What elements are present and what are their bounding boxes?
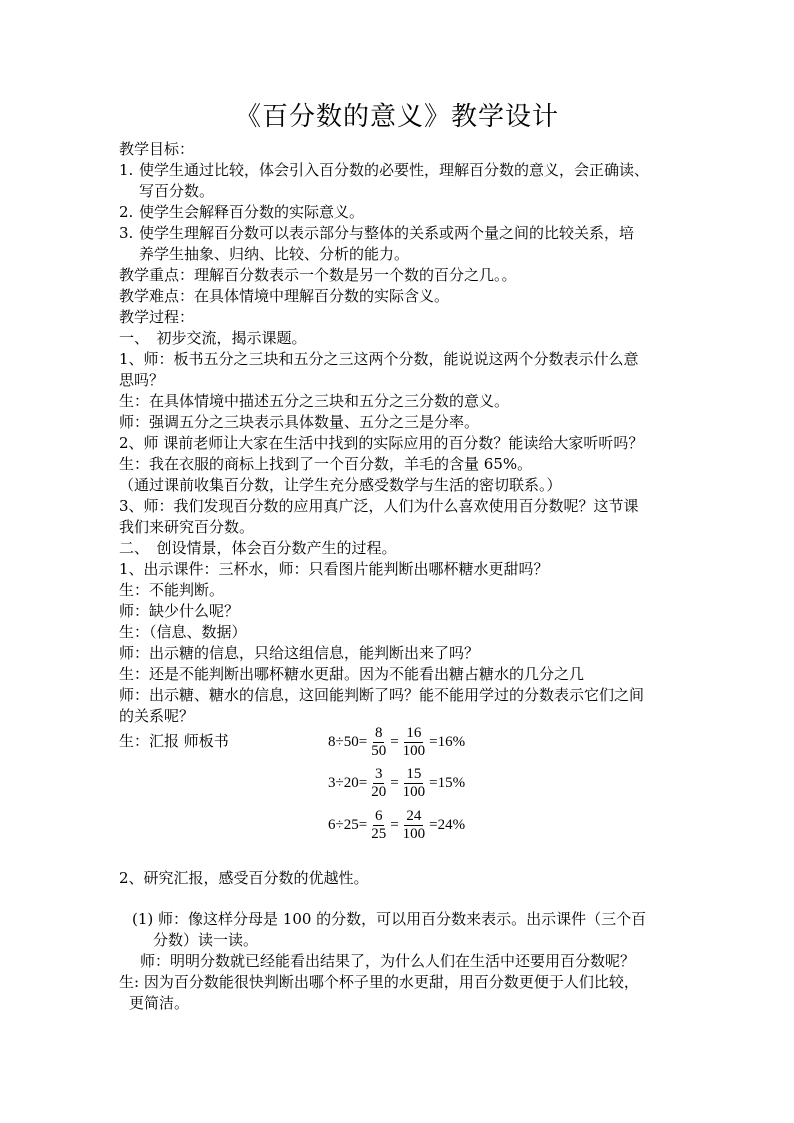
process-heading: 教学过程： <box>119 308 195 326</box>
numerator: 8 <box>374 724 383 741</box>
equals-sign: = <box>390 774 399 791</box>
goal-2-text: 使学生会解释百分数的实际意义。 <box>139 203 365 221</box>
equation-row <box>328 805 465 845</box>
paragraph: 生：在具体情境中描述五分之三块和五分之三分数的意义。 <box>119 392 510 410</box>
denominator: 100 <box>402 742 426 759</box>
paragraph: 生：（信息、数据） <box>119 623 247 641</box>
section-1-heading: 一、 初步交流，揭示课题。 <box>119 329 307 347</box>
paragraph: 3、师：我们发现百分数的应用真广泛，人们为什么喜欢使用百分数呢？这节课 <box>119 497 639 515</box>
equation-row <box>328 763 465 803</box>
paragraph: 师：缺少什么呢？ <box>119 602 240 620</box>
goal-1-cont: 写百分数。 <box>139 182 215 200</box>
equation-lhs: 3÷20= <box>328 774 368 791</box>
goal-3-cont: 养学生抽象、归纳、比较、分析的能力。 <box>139 245 410 263</box>
equation-lhs: 8÷50= <box>328 733 368 750</box>
paragraph: 1、出示课件：三杯水，师：只看图片能判断出哪杯糖水更甜吗？ <box>119 560 549 578</box>
goals-heading: 教学目标： <box>119 140 195 158</box>
paragraph: (1) 师：像这样分母是 100 的分数，可以用百分数来表示。出示课件（三个百 <box>132 910 647 928</box>
equation-result: =16% <box>429 733 466 750</box>
paragraph: 生: 因为百分数能很快判断出哪个杯子里的水更甜，用百分数更便于人们比较， <box>119 973 639 991</box>
denominator: 100 <box>402 783 426 800</box>
paragraph: 1、师：板书五分之三块和五分之三这两个分数，能说说这两个分数表示什么意 <box>119 350 639 368</box>
goal-1-text: 使学生通过比较，体会引入百分数的必要性，理解百分数的意义，会正确读、 <box>139 161 650 179</box>
paragraph: 生：汇报 师板书 <box>119 732 229 750</box>
document-title: 《百分数的意义》教学设计 <box>234 102 559 132</box>
fraction <box>401 725 428 760</box>
fraction <box>369 725 388 760</box>
goal-3-text: 使学生理解百分数可以表示部分与整体的关系或两个量之间的比较关系，培 <box>139 224 635 242</box>
paragraph: 师：明明分数就已经能看出结果了，为什么人们在生活中还要用百分数呢？ <box>140 952 636 970</box>
numerator: 6 <box>374 807 383 824</box>
goal-2-number: 2. <box>119 203 134 221</box>
key-point: 教学重点：理解百分数表示一个数是另一个数的百分之几。。 <box>119 266 517 284</box>
paragraph-note: （通过课前收集百分数，让学生充分感受数学与生活的密切联系。） <box>119 476 562 494</box>
equation-result: =15% <box>429 774 466 791</box>
equation-lhs: 6÷25= <box>328 816 368 833</box>
fraction <box>369 808 388 843</box>
goal-2 <box>119 202 689 222</box>
fraction <box>369 766 388 801</box>
paragraph: 师：出示糖的信息，只给这组信息，能判断出来了吗？ <box>119 644 480 662</box>
goal-1-number: 1. <box>119 161 134 179</box>
paragraph: 师：出示糖、糖水的信息，这回能判断了吗？能不能用学过的分数表示它们之间 <box>119 686 645 704</box>
paragraph: 2、师 课前老师让大家在生活中找到的实际应用的百分数？能读给大家听听吗？ <box>119 434 644 452</box>
fraction <box>401 808 428 843</box>
denominator: 100 <box>402 825 426 842</box>
fraction <box>401 766 428 801</box>
paragraph: 生：不能判断。 <box>119 581 225 599</box>
paragraph: 分数）读一读。 <box>153 931 259 949</box>
section-2-heading: 二、 创设情景，体会百分数产生的过程。 <box>119 539 397 557</box>
denominator: 50 <box>371 742 387 759</box>
numerator: 3 <box>374 765 383 782</box>
paragraph: 我们来研究百分数。 <box>119 518 255 536</box>
goal-3 <box>119 223 689 243</box>
paragraph: 生：还是不能判断出哪杯糖水更甜。因为不能看出糖占糖水的几分之几 <box>119 665 585 683</box>
numerator: 16 <box>406 724 422 741</box>
numerator: 24 <box>406 807 422 824</box>
numerator: 15 <box>406 765 422 782</box>
difficult-point: 教学难点：在具体情境中理解百分数的实际含义。 <box>119 287 450 305</box>
paragraph: 的关系呢？ <box>119 707 195 725</box>
paragraph: 生：我在衣服的商标上找到了一个百分数，羊毛的含量 65%。 <box>119 455 533 473</box>
equation-row <box>328 722 465 762</box>
denominator: 25 <box>371 825 387 842</box>
paragraph: 思吗？ <box>119 371 165 389</box>
equals-sign: = <box>390 733 399 750</box>
paragraph: 2、研究汇报，感受百分数的优越性。 <box>119 869 369 887</box>
goal-1 <box>119 160 689 180</box>
denominator: 20 <box>371 783 387 800</box>
equals-sign: = <box>390 816 399 833</box>
paragraph: 更简洁。 <box>129 994 190 1012</box>
goal-3-number: 3. <box>119 224 134 242</box>
equation-result: =24% <box>429 816 466 833</box>
paragraph: 师：强调五分之三块表示具体数量、五分之三是分率。 <box>119 413 480 431</box>
